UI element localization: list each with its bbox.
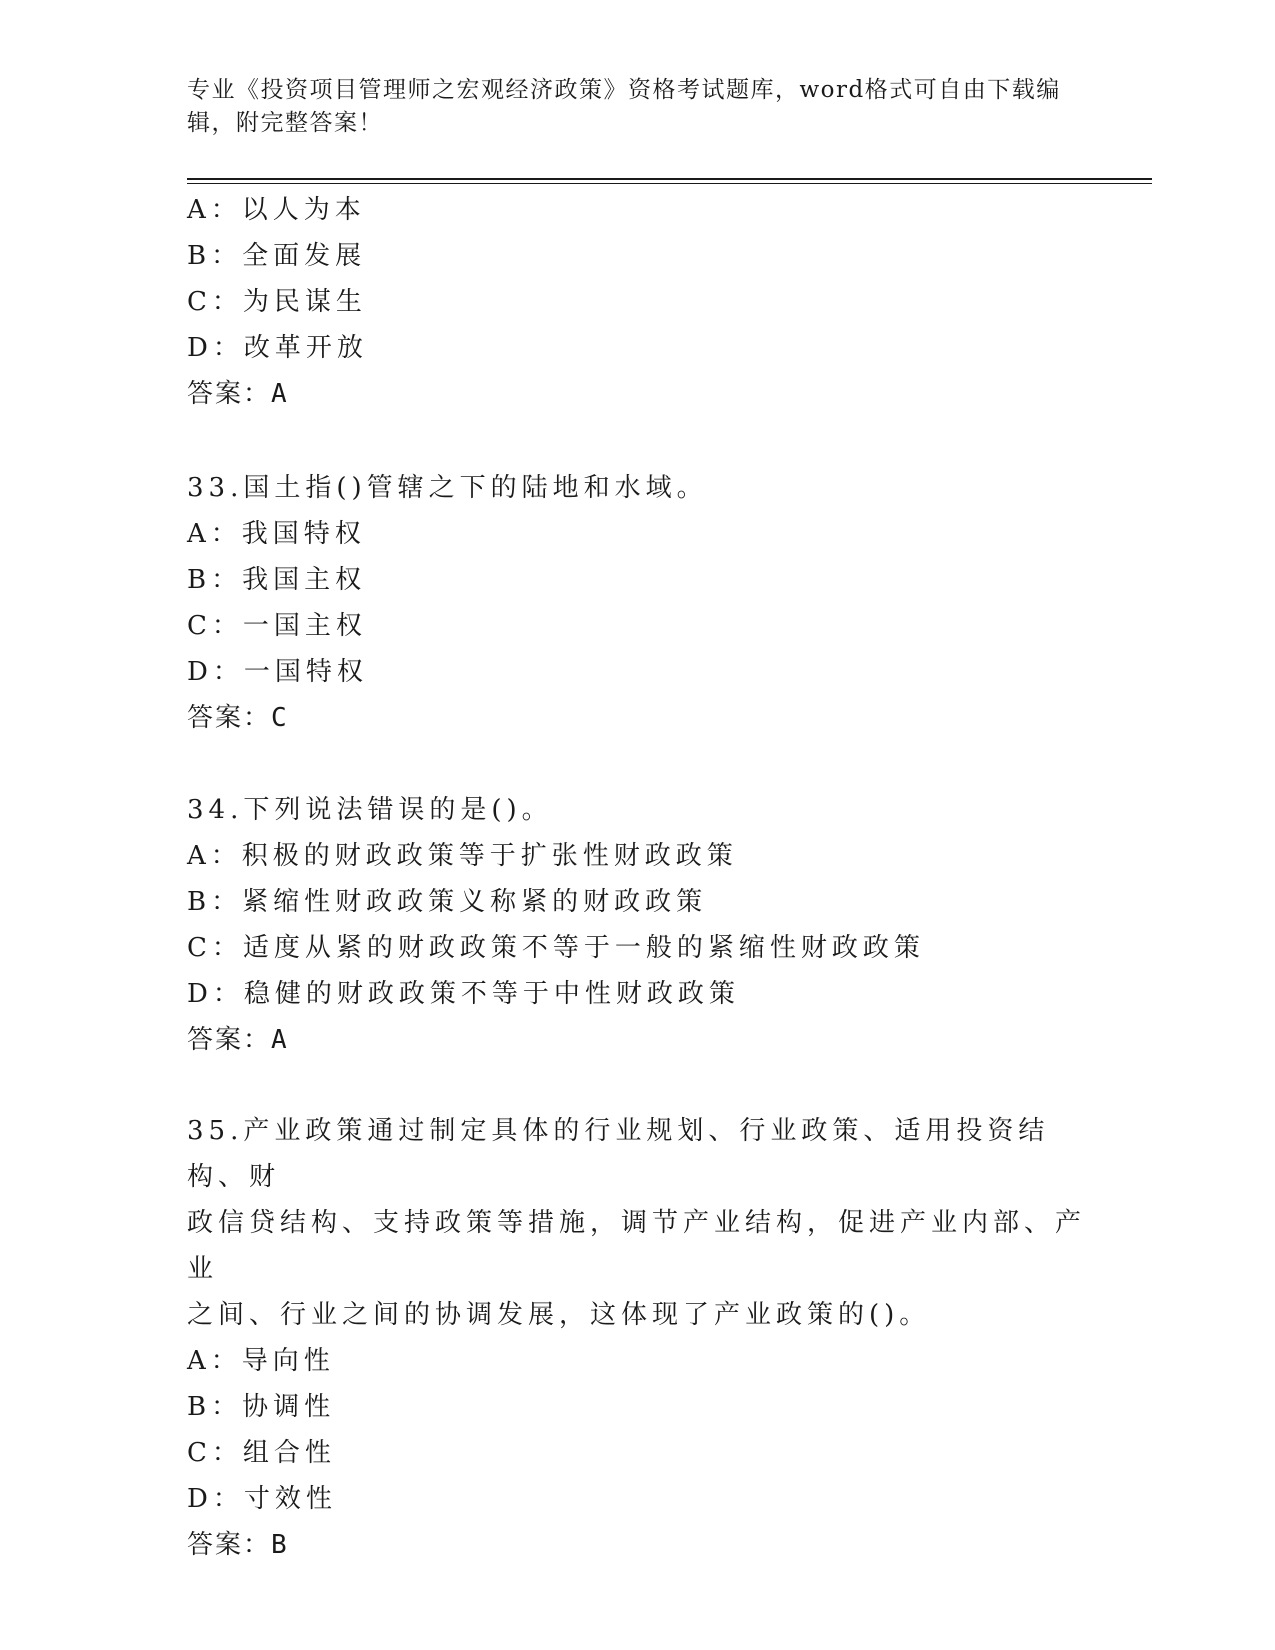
question-34 <box>187 787 1087 1063</box>
question-stem-line-1: 35.产业政策通过制定具体的行业规划、行业政策、适用投资结构、财 <box>187 1116 1050 1192</box>
question-stem: 34.下列说法错误的是()。 <box>187 795 553 825</box>
question-32-continued <box>187 187 1087 417</box>
option-d: D：寸效性 <box>187 1484 337 1514</box>
option-d: D：改革开放 <box>187 333 368 363</box>
answer-value: A <box>271 1025 289 1055</box>
answer-label: 答案： <box>187 703 272 733</box>
document-header: 专业《投资项目管理师之宏观经济政策》资格考试题库，word格式可自由下载编辑，附完整答案！ <box>187 77 1061 136</box>
option-c: C：适度从紧的财政政策不等于一般的紧缩性财政政策 <box>187 933 925 963</box>
option-d: D：一国特权 <box>187 657 368 687</box>
answer-value: B <box>271 1530 289 1560</box>
answer-line <box>187 1522 1087 1568</box>
answer-label: 答案： <box>187 379 272 409</box>
question-stem: 33.国土指()管辖之下的陆地和水域。 <box>187 473 708 503</box>
question-35 <box>187 1108 1087 1568</box>
question-stem-line-3: 之间、行业之间的协调发展，这体现了产业政策的()。 <box>187 1300 931 1330</box>
answer-label: 答案： <box>187 1530 272 1560</box>
option-c: C：为民谋生 <box>187 287 367 317</box>
option-a: A：以人为本 <box>187 195 366 225</box>
option-a: A：积极的财政政策等于扩张性财政政策 <box>187 841 738 871</box>
header-rule <box>187 178 1152 180</box>
header-rule-thin <box>187 183 1152 184</box>
answer-line <box>187 371 1087 417</box>
question-stem-line-2: 政信贷结构、支持政策等措施，调节产业结构，促进产业内部、产业 <box>187 1208 1087 1284</box>
option-d: D：稳健的财政政策不等于中性财政政策 <box>187 979 740 1009</box>
answer-value: A <box>271 379 289 409</box>
answer-label: 答案： <box>187 1025 272 1055</box>
option-b: B：紧缩性财政政策义称紧的财政政策 <box>187 887 708 917</box>
option-a: A：我国特权 <box>187 519 366 549</box>
option-c: C：一国主权 <box>187 611 367 641</box>
option-b: B：协调性 <box>187 1392 336 1422</box>
answer-line <box>187 695 1087 741</box>
option-c: C：组合性 <box>187 1438 336 1468</box>
answer-line <box>187 1017 1087 1063</box>
answer-value: C <box>271 703 289 733</box>
option-b: B：我国主权 <box>187 565 367 595</box>
option-a: A：导向性 <box>187 1346 335 1376</box>
question-33 <box>187 465 1087 741</box>
option-b: B：全面发展 <box>187 241 367 271</box>
